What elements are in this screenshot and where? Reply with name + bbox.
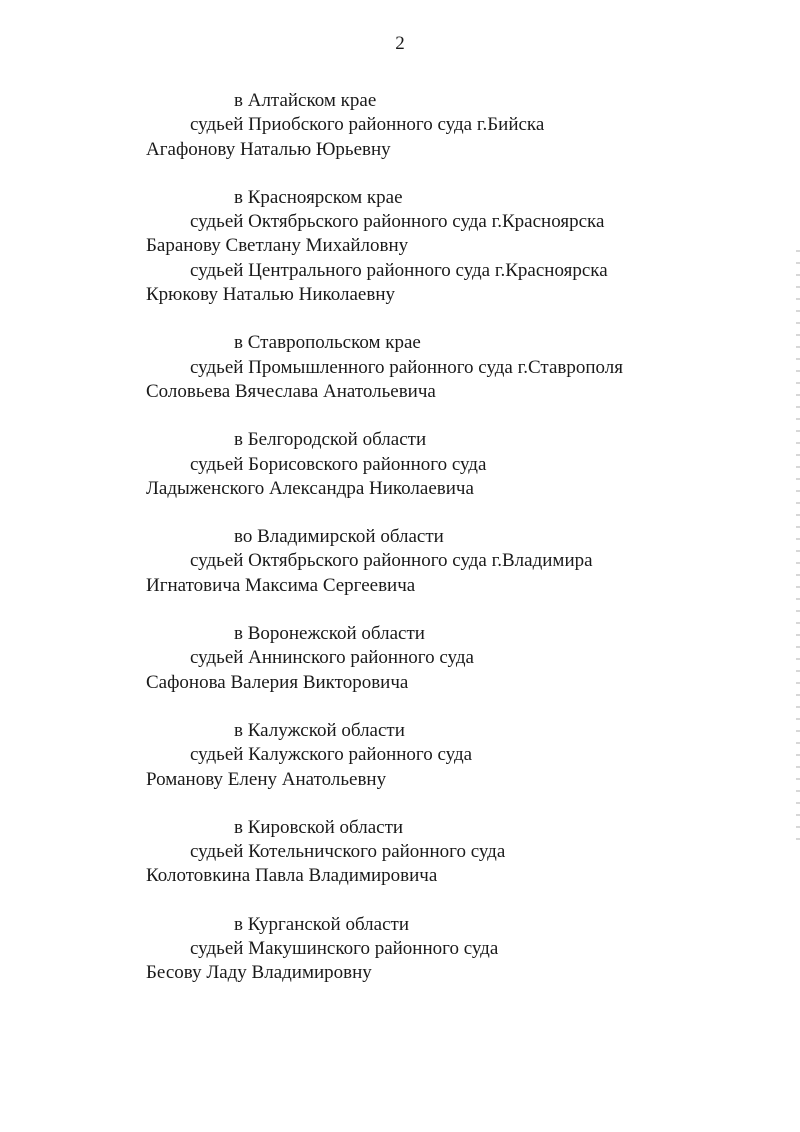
appointment-block [146, 525, 766, 598]
page-number: 2 [395, 33, 405, 54]
judge-name: Романову Елену Анатольевну [146, 768, 387, 790]
appointment-block [146, 816, 766, 889]
judge-name: Колотовкина Павла Владимировича [146, 865, 438, 887]
appointment-block [146, 89, 766, 162]
judge-name: Соловьева Вячеслава Анатольевича [146, 380, 436, 402]
court-position: судьей Промышленного районного суда г.Ставрополя [190, 356, 624, 378]
appointment-block [146, 719, 766, 792]
judge-name: Сафонова Валерия Викторовича [146, 671, 409, 693]
court-position: судьей Октябрьского районного суда г.Красноярска [190, 211, 605, 233]
region-heading: в Алтайском крае [234, 90, 377, 111]
judge-name: Крюкову Наталью Николаевну [146, 284, 395, 306]
appointment-list [146, 89, 766, 1010]
appointment-block [146, 913, 766, 986]
court-position: судьей Аннинского районного суда [190, 647, 474, 669]
scan-margin-marks [796, 250, 800, 850]
appointment-block [146, 331, 766, 404]
judge-name: Баранову Светлану Михайловну [146, 235, 409, 257]
region-heading: в Ставропольском крае [234, 332, 421, 354]
court-position: судьей Борисовского районного суда [190, 453, 487, 475]
region-heading: в Кировской области [234, 816, 404, 838]
region-heading: во Владимирской области [234, 526, 444, 548]
appointment-block [146, 622, 766, 695]
region-heading: в Воронежской области [234, 623, 425, 645]
court-position: судьей Октябрьского районного суда г.Владимира [190, 550, 593, 572]
appointment-block [146, 186, 766, 307]
court-position: судьей Приобского районного суда г.Бийска [190, 114, 545, 136]
court-position: судьей Калужского районного суда [190, 744, 473, 766]
region-heading: в Красноярском крае [234, 186, 403, 208]
region-heading: в Калужской области [234, 719, 405, 741]
judge-name: Ладыженского Александра Николаевича [146, 477, 474, 499]
court-position: судьей Центрального районного суда г.Красноярска [190, 259, 608, 281]
judge-name: Игнатовича Максима Сергеевича [146, 574, 416, 596]
region-heading: в Курганской области [234, 913, 409, 935]
court-position: судьей Макушинского районного суда [190, 938, 499, 960]
court-position: судьей Котельничского районного суда [190, 841, 506, 863]
judge-name: Агафонову Наталью Юрьевну [146, 138, 391, 160]
region-heading: в Белгородской области [234, 429, 427, 451]
appointment-block [146, 428, 766, 501]
judge-name: Бесову Ладу Владимировну [146, 962, 372, 984]
